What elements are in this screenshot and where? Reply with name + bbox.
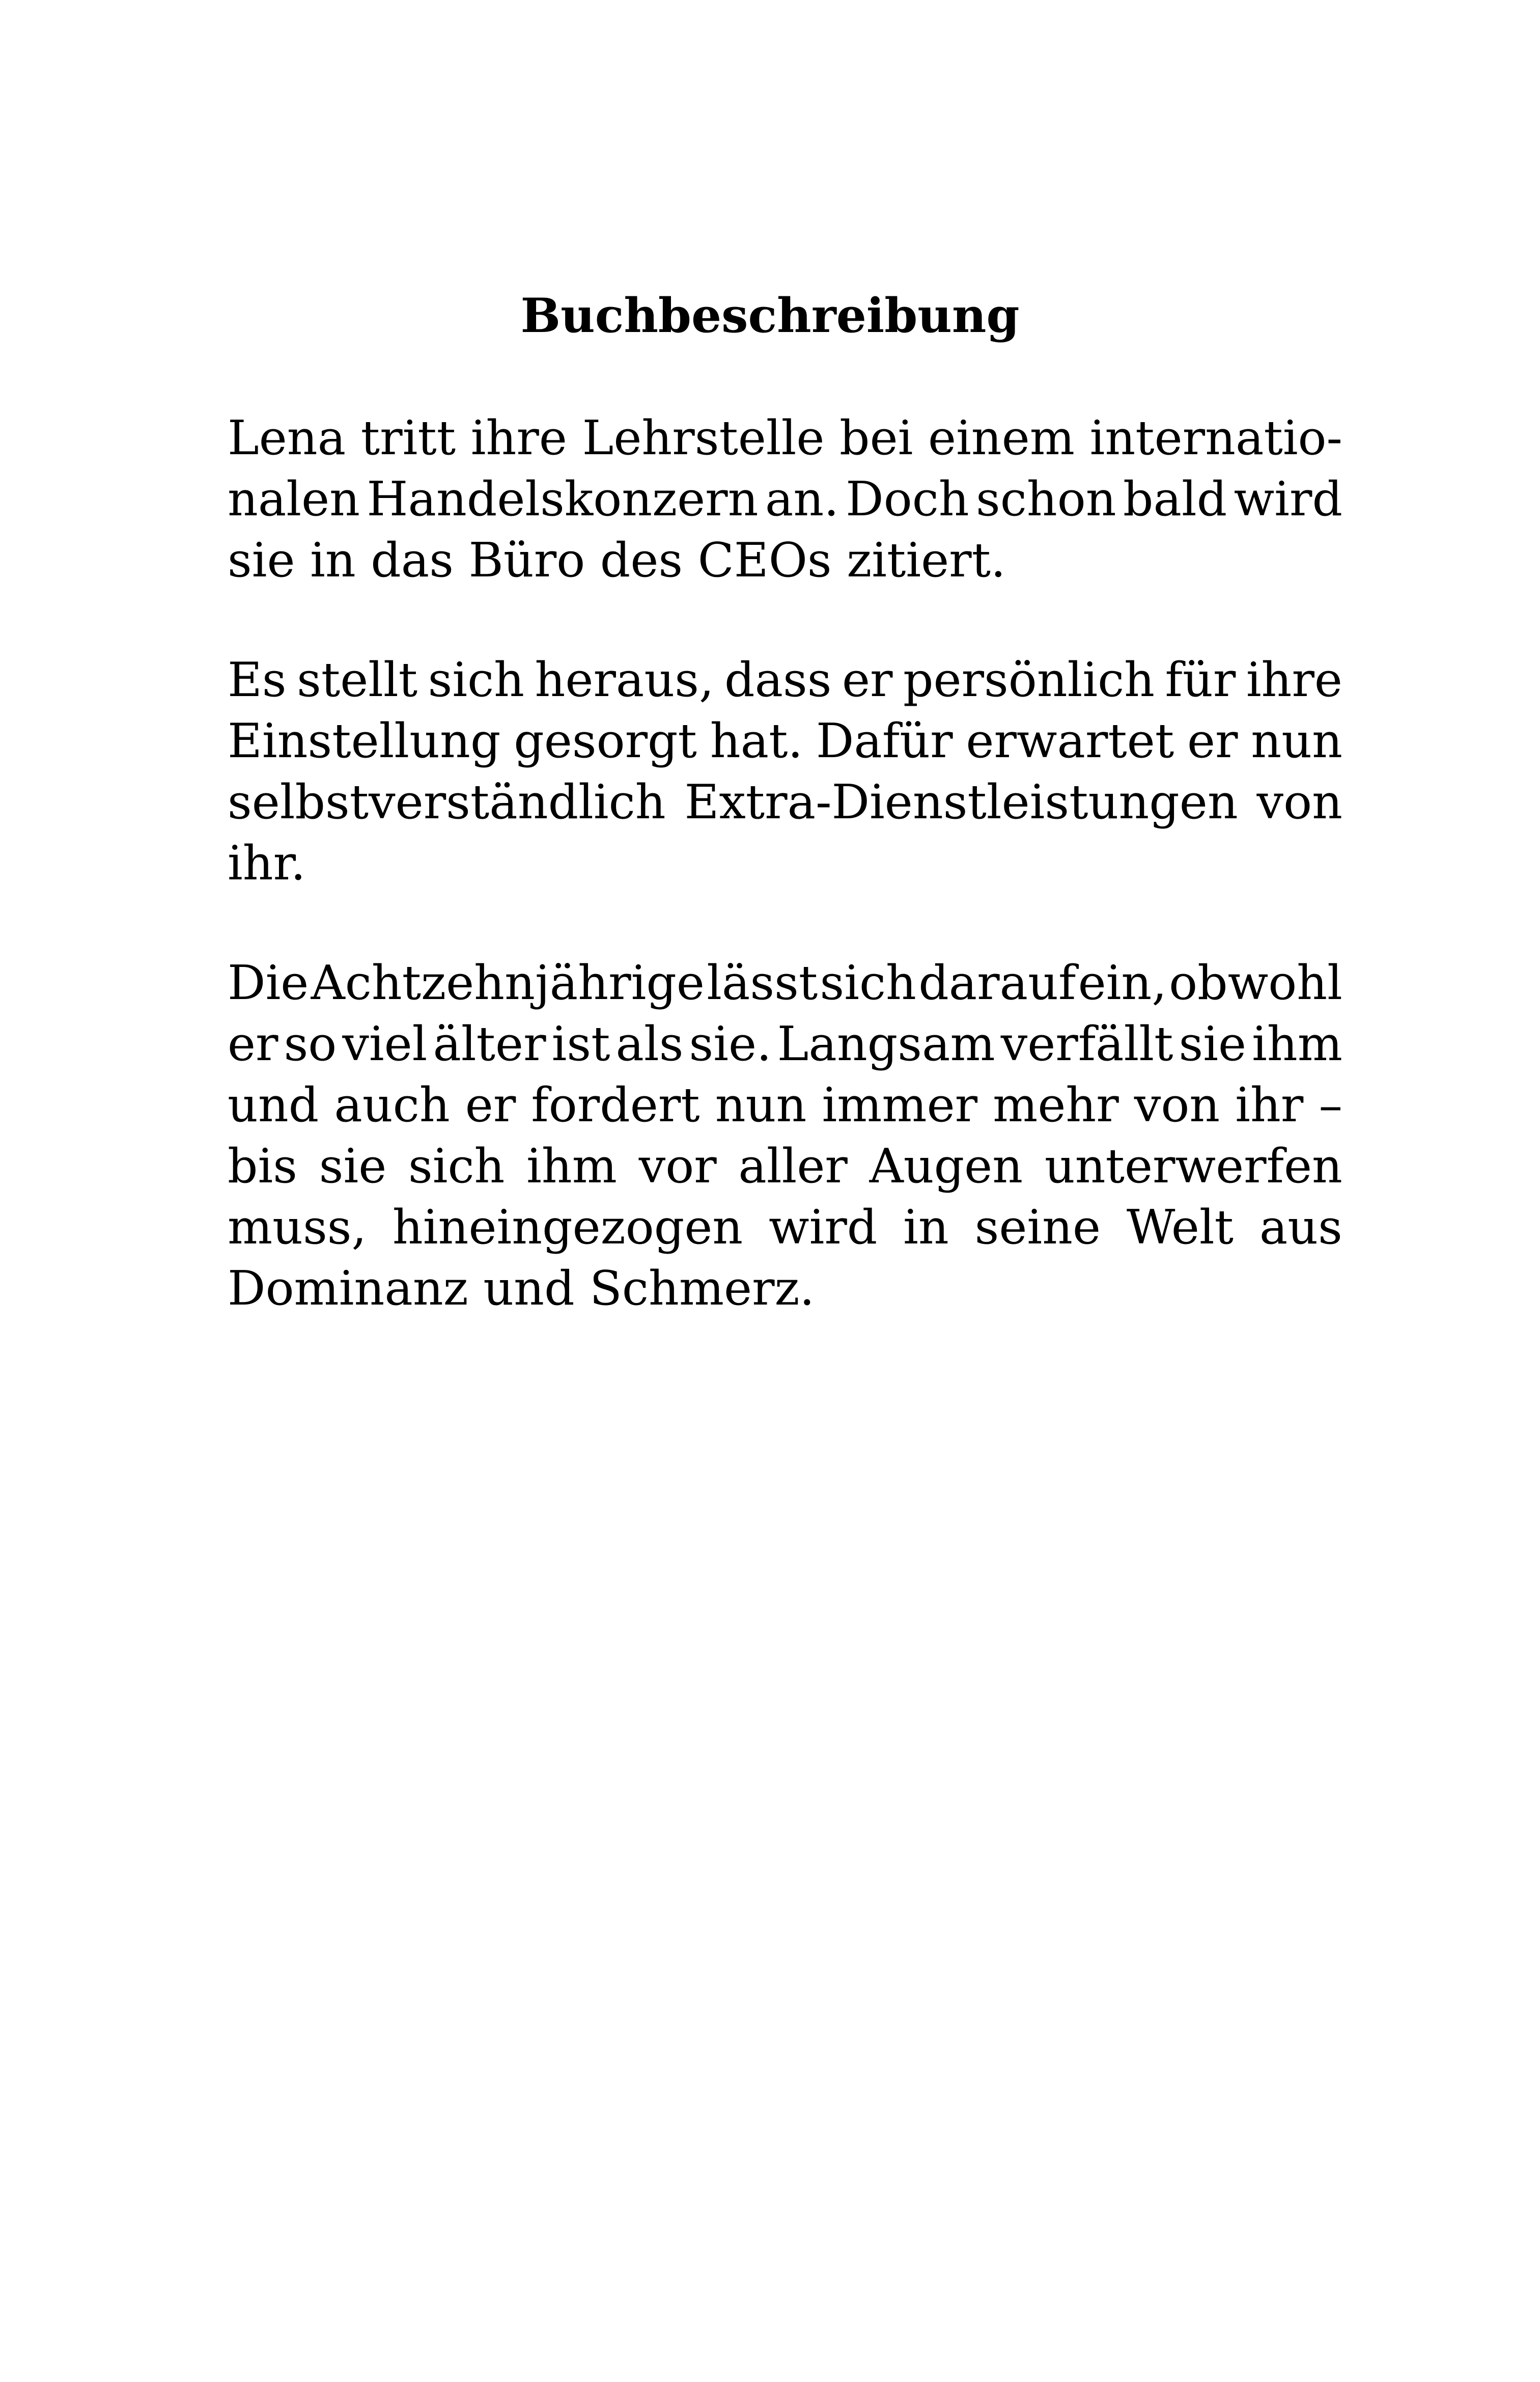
word: obwohl — [1169, 955, 1342, 1010]
word: als — [615, 1016, 684, 1071]
word: er — [1187, 713, 1238, 768]
word: bei — [839, 410, 913, 465]
word: nun — [715, 1077, 807, 1132]
page-title: Buchbeschreibung — [520, 288, 1020, 343]
word: einem — [928, 410, 1075, 465]
word: lässt — [707, 955, 818, 1010]
paragraph-line: sie in das Büro des CEOs zitiert. — [228, 533, 1006, 588]
word: dass — [724, 652, 832, 707]
word: seine — [974, 1200, 1101, 1255]
word: von — [1134, 1077, 1220, 1132]
word: sich — [820, 955, 916, 1010]
word: wird — [768, 1200, 878, 1255]
paragraph-line — [228, 468, 1342, 530]
word: hineingezogen — [392, 1200, 743, 1255]
word: schon — [976, 472, 1116, 527]
paragraph-line — [228, 1013, 1342, 1074]
word: Lehrstelle — [582, 410, 825, 465]
word: – — [1319, 1077, 1342, 1132]
paragraph-line — [228, 1074, 1342, 1135]
word: auch — [334, 1077, 450, 1132]
word: Langsam — [777, 1016, 995, 1071]
word: von — [1256, 774, 1342, 829]
word: persönlich — [903, 652, 1155, 707]
word: ihm — [526, 1139, 617, 1194]
word: sich — [428, 652, 525, 707]
word: Augen — [869, 1139, 1023, 1194]
word: gesorgt — [514, 713, 697, 768]
paragraph-line — [228, 952, 1342, 1013]
word: tritt — [360, 410, 456, 465]
word: ein, — [1078, 955, 1167, 1010]
word: sie — [1179, 1016, 1247, 1071]
word: Achtzehnjährige — [311, 955, 705, 1010]
paragraph-line — [228, 1197, 1342, 1258]
word: internatio- — [1089, 410, 1342, 465]
word: muss, — [228, 1200, 367, 1255]
word: er — [228, 1016, 278, 1071]
word: ihm — [1252, 1016, 1342, 1071]
paragraph-line — [228, 407, 1342, 468]
word: verfällt — [1000, 1016, 1173, 1071]
word: wird — [1234, 472, 1342, 527]
word: Handelskonzern — [367, 472, 759, 527]
word: an. — [765, 472, 839, 527]
paragraph-1 — [228, 407, 1342, 591]
paragraph-2 — [228, 649, 1342, 894]
word: älter — [433, 1016, 546, 1071]
word: Doch — [846, 472, 969, 527]
paragraph-line: Dominanz und Schmerz. — [228, 1261, 815, 1316]
word: heraus, — [535, 652, 714, 707]
word: Es — [228, 652, 287, 707]
word: er — [465, 1077, 516, 1132]
word: bald — [1123, 472, 1227, 527]
word: nalen — [228, 472, 360, 527]
word: Einstellung — [228, 713, 501, 768]
word: ihr — [1235, 1077, 1304, 1132]
word: Extra-Dienstleistungen — [684, 774, 1238, 829]
word: vor — [638, 1139, 717, 1194]
word: so — [284, 1016, 337, 1071]
word: stellt — [297, 652, 418, 707]
word: sie — [319, 1139, 387, 1194]
word: und — [228, 1077, 319, 1132]
paragraph-line — [228, 771, 1342, 833]
word: aller — [738, 1139, 848, 1194]
word: Die — [228, 955, 309, 1010]
word: Dafür — [816, 713, 953, 768]
word: aus — [1259, 1200, 1342, 1255]
word: erwartet — [966, 713, 1174, 768]
word: ihre — [1246, 652, 1342, 707]
word: Welt — [1126, 1200, 1234, 1255]
word: hat. — [710, 713, 803, 768]
word: er — [842, 652, 893, 707]
paragraph-line: ihr. — [228, 836, 306, 891]
paragraph-line — [228, 710, 1342, 771]
word: fordert — [531, 1077, 700, 1132]
word: ihre — [470, 410, 567, 465]
word: bis — [228, 1139, 298, 1194]
word: sie. — [689, 1016, 772, 1071]
paragraph-3 — [228, 952, 1342, 1319]
word: Lena — [228, 410, 346, 465]
word: nun — [1251, 713, 1342, 768]
word: unterwerfen — [1044, 1139, 1342, 1194]
word: in — [903, 1200, 949, 1255]
word: selbstverständlich — [228, 774, 666, 829]
word: viel — [342, 1016, 428, 1071]
word: immer — [822, 1077, 978, 1132]
word: ist — [551, 1016, 610, 1071]
word: mehr — [993, 1077, 1119, 1132]
paragraph-line — [228, 1135, 1342, 1197]
word: darauf — [918, 955, 1076, 1010]
word: für — [1165, 652, 1236, 707]
paragraph-line — [228, 649, 1342, 710]
word: sich — [408, 1139, 505, 1194]
